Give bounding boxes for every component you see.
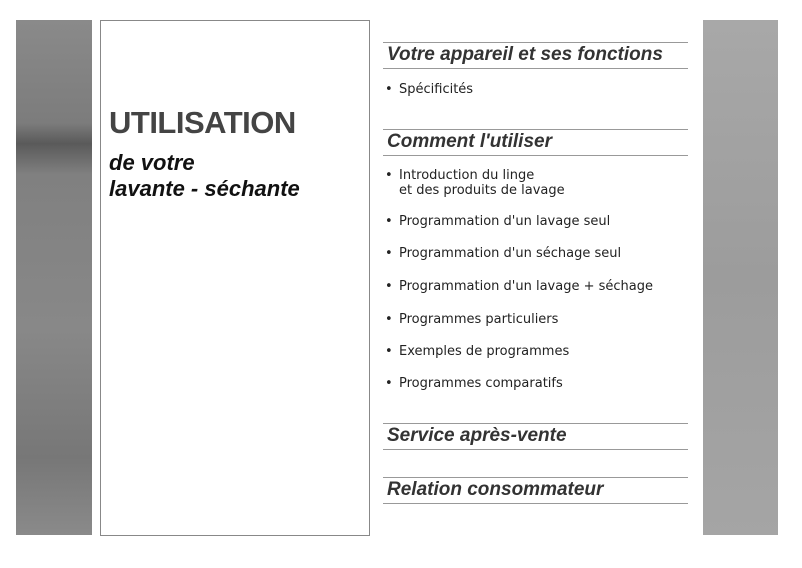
page-title: UTILISATION (109, 105, 296, 140)
subtitle-line: lavante - séchante (109, 176, 300, 201)
section-heading[interactable]: Service après-vente (383, 423, 688, 450)
subtitle-line: de votre (109, 150, 195, 175)
page-subtitle (109, 150, 300, 202)
section-appareil (383, 42, 688, 97)
list-item[interactable]: • Spécificités (399, 82, 473, 97)
list-item[interactable]: • Programmation d'un lavage seul (399, 214, 610, 229)
decorative-gray-band-left (16, 20, 92, 535)
section-relation (383, 477, 688, 504)
list-item[interactable]: • Exemples de programmes (399, 344, 569, 359)
list-item[interactable]: • Introduction du linge et des produits de lavage (399, 168, 565, 198)
section-heading[interactable]: Relation consommateur (383, 477, 688, 504)
section-sav (383, 423, 688, 450)
list-item[interactable]: • Programmation d'un séchage seul (399, 246, 621, 261)
section-heading[interactable]: Votre appareil et ses fonctions (383, 42, 688, 69)
title-box (100, 20, 370, 536)
section-heading[interactable]: Comment l'utiliser (383, 129, 688, 156)
list-item[interactable]: • Programmation d'un lavage + séchage (399, 279, 653, 294)
list-item[interactable]: • Programmes particuliers (399, 312, 558, 327)
section-utiliser (383, 129, 688, 391)
list-item[interactable]: • Programmes comparatifs (399, 376, 563, 391)
decorative-gray-band-right (703, 20, 778, 535)
